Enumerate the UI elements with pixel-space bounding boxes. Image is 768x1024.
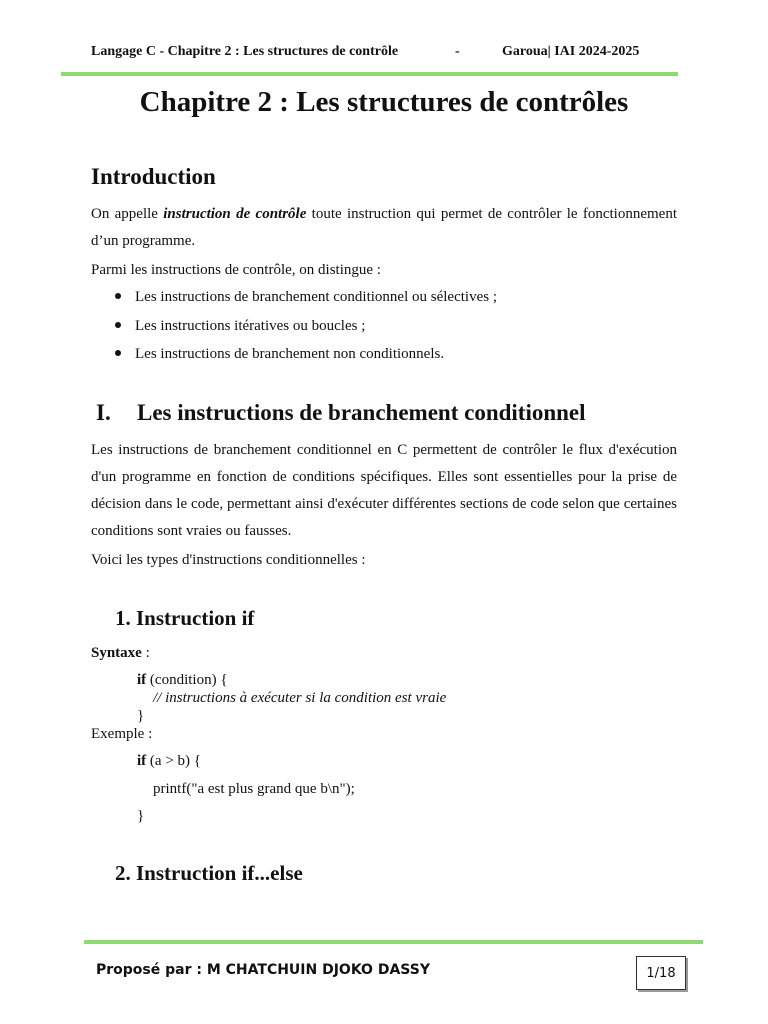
example-close-brace: } [137, 808, 145, 824]
intro-text-end: toute instruction qui permet de contrôler le fonctionnement d’un programme. [91, 206, 677, 249]
example-line-if: if (a > b) { [137, 753, 201, 769]
types-intro: Voici les types d'instructions conditionnelles : [91, 552, 366, 568]
subsection-heading-if-else: 2. Instruction if...else [115, 861, 303, 885]
example-label: Exemple : [91, 726, 153, 742]
introduction-list-intro: Parmi les instructions de contrôle, on distingue : [91, 262, 381, 278]
section-heading [96, 400, 586, 426]
syntax-close-brace: } [137, 708, 145, 724]
header-institution: Garoua| IAI 2024-2025 [502, 44, 640, 59]
footer-author: Proposé par : M CHATCHUIN DJOKO DASSY [96, 962, 430, 978]
subsection-heading-if: 1. Instruction if [115, 606, 255, 630]
syntax-label: Syntaxe : [91, 645, 150, 661]
header-course-title: Langage C - Chapitre 2 : Les structures de contrôle [91, 44, 399, 59]
section-title: Les instructions de branchement conditionnel [137, 400, 586, 425]
example-body: printf("a est plus grand que b\n"); [153, 781, 355, 797]
page-title: Chapitre 2 : Les structures de contrôles [139, 86, 629, 118]
introduction-heading: Introduction [91, 164, 216, 189]
syntax-comment: // instructions à exécuter si la condition est vraie [153, 690, 447, 706]
list-item: Les instructions itératives ou boucles ; [115, 318, 365, 335]
intro-emphasis: instruction de contrôle [163, 206, 307, 222]
page-number-box [636, 956, 686, 990]
page-number: 1/18 [646, 965, 676, 981]
bullet-icon [115, 350, 121, 356]
bullet-icon [115, 293, 121, 299]
syntax-line-if: if (condition) { [137, 672, 228, 688]
footer-rule [84, 940, 703, 944]
introduction-paragraph [91, 201, 677, 255]
header-rule [61, 72, 678, 76]
header-separator: - [455, 44, 460, 59]
section-number: I. [96, 400, 111, 425]
list-item: Les instructions de branchement non conditionnels. [115, 346, 444, 363]
bullet-icon [115, 322, 121, 328]
intro-text-start: On appelle [91, 206, 164, 222]
section-paragraph: Les instructions de branchement conditionnel en C permettent de contrôler le flux d'exécution d'un programme en fonction de conditions spécifiques. Elles sont essentielles pour la prise de décision dans le code, permettant ainsi d'exécuter différentes sections de code selon que certaines conditions sont vraies ou fausses. [91, 442, 677, 539]
page-header [91, 44, 640, 60]
list-item: Les instructions de branchement conditionnel ou sélectives ; [115, 289, 497, 306]
